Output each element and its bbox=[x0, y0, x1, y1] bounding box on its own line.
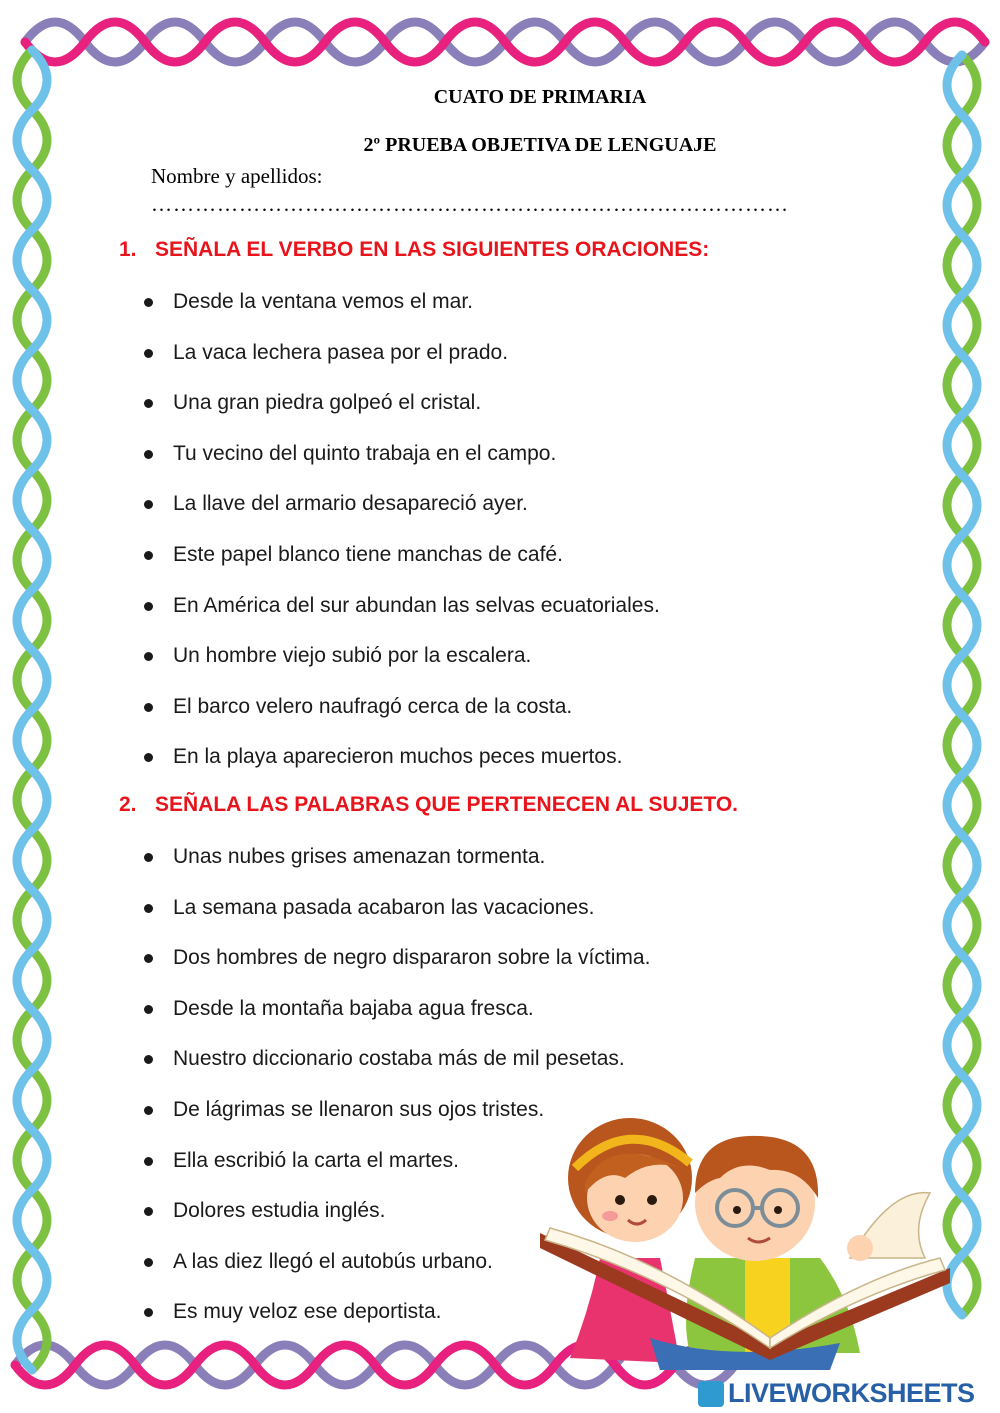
list-item[interactable] bbox=[142, 946, 650, 997]
sentence-text[interactable]: Dos hombres de negro dispararon sobre la víctima. bbox=[173, 946, 651, 970]
bullet-icon bbox=[144, 904, 153, 913]
girl-eye-right bbox=[647, 1195, 657, 1205]
girl-eye-left bbox=[615, 1195, 625, 1205]
list-item[interactable] bbox=[142, 290, 660, 341]
sentence-text[interactable]: Dolores estudia inglés. bbox=[173, 1199, 386, 1223]
liveworksheets-watermark bbox=[698, 1378, 975, 1409]
name-answer-line[interactable]: …………………………………………………………………………… bbox=[151, 192, 789, 216]
sentence-text[interactable]: La llave del armario desapareció ayer. bbox=[173, 492, 528, 516]
bullet-icon bbox=[144, 1157, 153, 1166]
bullet-icon bbox=[144, 1055, 153, 1064]
bullet-icon bbox=[144, 1258, 153, 1267]
section2-number: 2. bbox=[119, 793, 137, 816]
boy-hand bbox=[847, 1235, 873, 1261]
sentence-text[interactable]: Un hombre viejo subió por la escalera. bbox=[173, 644, 532, 668]
sentence-text[interactable]: Este papel blanco tiene manchas de café. bbox=[173, 542, 563, 566]
bullet-icon bbox=[144, 1207, 153, 1216]
bullet-icon bbox=[144, 1005, 153, 1014]
bullet-icon bbox=[144, 1106, 153, 1115]
bullet-icon bbox=[144, 298, 153, 307]
list-item[interactable] bbox=[142, 341, 660, 392]
list-item[interactable] bbox=[142, 644, 660, 695]
list-item[interactable] bbox=[142, 442, 660, 493]
bullet-icon bbox=[144, 652, 153, 661]
sentence-text[interactable]: Nuestro diccionario costaba más de mil pesetas. bbox=[173, 1047, 625, 1071]
watermark-text: LIVEWORKSHEETS bbox=[728, 1378, 975, 1408]
sentence-text[interactable]: Es muy veloz ese deportista. bbox=[173, 1300, 442, 1324]
sentence-text[interactable]: A las diez llegó el autobús urbano. bbox=[173, 1249, 493, 1273]
section1-list bbox=[142, 290, 660, 796]
girl-cheek bbox=[602, 1211, 618, 1221]
bullet-icon bbox=[144, 500, 153, 509]
children-reading-illustration bbox=[530, 1108, 962, 1370]
list-item[interactable] bbox=[142, 1047, 650, 1098]
grade-heading: CUATO DE PRIMARIA bbox=[433, 86, 647, 108]
bullet-icon bbox=[144, 753, 153, 762]
bullet-icon bbox=[144, 853, 153, 862]
bullet-icon bbox=[144, 399, 153, 408]
bullet-icon bbox=[144, 954, 153, 963]
sentence-text[interactable]: Una gran piedra golpeó el cristal. bbox=[173, 391, 482, 415]
bullet-icon bbox=[144, 551, 153, 560]
section2-title-text: SEÑALA LAS PALABRAS QUE PERTENECEN AL SUJETO. bbox=[155, 793, 739, 816]
sentence-text[interactable]: El barco velero naufragó cerca de la costa. bbox=[173, 694, 573, 718]
list-item[interactable] bbox=[142, 845, 650, 896]
sentence-text[interactable]: Ella escribió la carta el martes. bbox=[173, 1148, 459, 1172]
liveworksheets-logo-icon bbox=[698, 1381, 724, 1407]
bullet-icon bbox=[144, 349, 153, 358]
list-item[interactable] bbox=[142, 543, 660, 594]
bullet-icon bbox=[144, 1308, 153, 1317]
test-title: 2º PRUEBA OBJETIVA DE LENGUAJE bbox=[363, 134, 717, 156]
sentence-text[interactable]: Unas nubes grises amenazan tormenta. bbox=[173, 845, 546, 868]
bullet-icon bbox=[144, 450, 153, 459]
sentence-text[interactable]: De lágrimas se llenaron sus ojos tristes. bbox=[173, 1097, 545, 1121]
sentence-text[interactable]: En América del sur abundan las selvas ecuatoriales. bbox=[173, 593, 660, 617]
sentence-text[interactable]: La semana pasada acabaron las vacaciones. bbox=[173, 895, 595, 919]
list-item[interactable] bbox=[142, 492, 660, 543]
sentence-text[interactable]: Tu vecino del quinto trabaja en el campo. bbox=[173, 441, 557, 465]
bullet-icon bbox=[144, 602, 153, 611]
border-top-pink-wave bbox=[25, 22, 985, 62]
sentence-text[interactable]: Desde la montaña bajaba agua fresca. bbox=[173, 996, 534, 1020]
list-item[interactable] bbox=[142, 695, 660, 746]
list-item[interactable] bbox=[142, 391, 660, 442]
section1-title bbox=[119, 238, 709, 262]
list-item[interactable] bbox=[142, 997, 650, 1048]
section2-title bbox=[119, 793, 738, 817]
section1-number: 1. bbox=[119, 238, 137, 261]
list-item[interactable] bbox=[142, 896, 650, 947]
name-label: Nombre y apellidos: bbox=[151, 164, 323, 188]
section1-title-text: SEÑALA EL VERBO EN LAS SIGUIENTES ORACIONES: bbox=[155, 238, 710, 261]
list-item[interactable] bbox=[142, 745, 660, 796]
sentence-text[interactable]: Desde la ventana vemos el mar. bbox=[173, 290, 473, 313]
list-item[interactable] bbox=[142, 594, 660, 645]
sentence-text[interactable]: La vaca lechera pasea por el prado. bbox=[173, 340, 509, 364]
sentence-text[interactable]: En la playa aparecieron muchos peces muertos. bbox=[173, 745, 623, 769]
bullet-icon bbox=[144, 703, 153, 712]
